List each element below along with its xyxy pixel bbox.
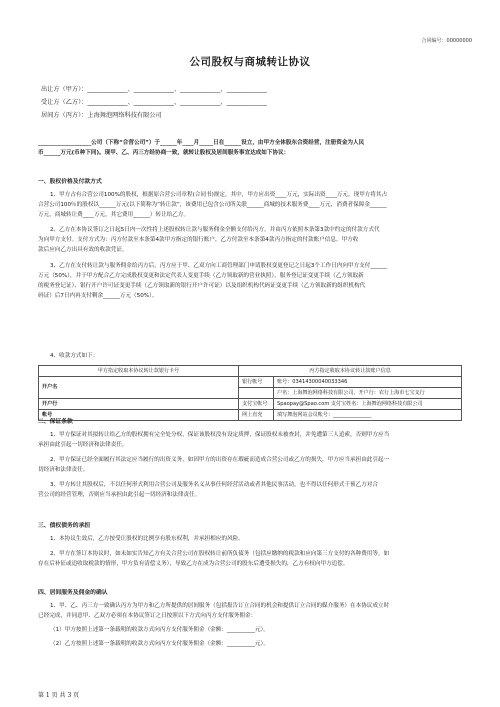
section-4-p2: （1）甲方按照上述第一条载明的收款方式向丙方支付服务佣金（金额：__________元）。 [50,627,269,633]
account-info-table [38,365,462,421]
section-2-heading: 二、保证条款 [38,419,73,425]
table-cell-label: 帐号 [39,410,239,421]
table-cell-label [239,388,274,399]
section-1-p1-line: 合营公司100％的股权以______万元(以下简称为“转让款”，该费用已包含公司所关联______商城的技术服务费____万元，消费者保障金______ [38,202,387,208]
table-header-cell: 甲方指定收取本协议转让款银行卡号 [39,366,239,377]
section-3-p2-line: 2、甲方在签订本协议时，如未如实告知乙方有关合营公司在股权转让前所负债务（包括应缴纳的税款和应向第三方支付的各种费用等。如 [50,551,390,557]
party-transferee: 受让方（乙方）：_____________、_____________、_____________、_____________ [41,99,267,106]
section-1-p2-line: 为向甲方支付。支付方式为：丙方付款至本条第4款甲方指定的银行账户，乙方付款至本条第4款丙方指定的付款账户信息。甲方收 [38,237,359,243]
section-2-p1-line: 1、甲方保证对其拟转让给乙方的股权拥有完全处分权，保证该股权没有设定质押，保证股权未被查封，并免遭第三人追索，否则甲方应当 [50,432,390,438]
contract-number: 合同编号：00000000 [421,38,472,44]
section-1-p1-line: 1、甲方占有合营公司100%的股权，根据原合营公司章程(合同书)规定，其中，甲方应出资____万元，实际出资____万元。现甲方将其占 [50,192,388,198]
table-cell-value: 户名：上海舞泡网络科技有限公司，开户行：农行上海市七宝支行 [274,388,462,399]
table-cell-label: 开户名 [39,377,239,399]
section-3-p1: 1、本协议生效后，乙方按受让股权的比例享有股东权利，并承担相应的风险。 [50,536,244,542]
party-intermediary: 居间方（丙方）：上海舞泡网络科技有限公司 [41,112,162,119]
section-1-p2-line: 2、乙方在本协议签订之日起5日内一次性将上述股权转让款与服务佣金全额支付给丙方，并由丙方依照本条第3款中约定的付款方式代 [50,227,380,233]
page-indicator: 第 1 页 共 3 页 [38,692,80,699]
section-4-p3: （2）乙方按照上述第一条载明的收款方式向丙方支付服务佣金（金额：__________元）。 [50,641,269,647]
preamble-line-1: ___________________公司（下称“合营公司”）于______年____月_____日在______设立，由甲方全体股东合资经营，注册资金为人民 [38,140,365,146]
section-2-p2-line: 2、甲方保证已经全面履行其法定应当履行的出资义务，如因甲方的出资存在瑕疵而造成合营公司或乙方的损失，甲方应当承担由此引起一 [50,457,390,463]
table-cell-label: 银行帐号 [239,377,274,388]
table-cell-label: 支付宝帐号 [239,399,274,410]
section-3-p2-line: 存在后补征或追收取税款的情形，甲方负有清偿义务），导致乙方在成为合营公司的股东后遭受损失的，乙方有权向甲方追偿。 [38,561,349,567]
section-1-p1-line: 万元，商城转让费____万元，其它费用______）转让给乙方。 [38,212,190,218]
table-cell-value: 账号：03414300040033346 [274,377,462,388]
section-1-p3-line: 的税务登记证）、银行开户许可证变更手续（乙方领取新的银行开户许可证）以及组织机构代码证变更手续（乙方领取新的组织机构代 [38,283,366,289]
section-3-heading: 三、债权债务的承担 [38,523,91,529]
section-4-p1-line: 已经完成，并同意甲、乙双方必须在本协议签订之日按照以下方式向丙方支付服务佣金： [38,613,257,619]
section-4-p1-line: 1、甲、乙、丙三方一致确认丙方为甲方和乙方所提供的居间服务（包括报告订立合同的机会和提供订立合同的媒介服务）在本协议成立时 [50,603,390,609]
party-transferor: 出让方（甲方）：_____________、_____________、_____________、_____________ [41,86,267,93]
section-1-p3-line: 3、乙方在支付转让款与服务佣金给丙方后，丙方应于甲、乙双方向工商管理部门申请股权变更登记之日起3个工作日内向甲方支付______ [50,263,388,269]
section-1-p3-line: 万元（50%），并于甲方配合乙方完成股权变更和法定代表人变更手续（乙方领取新的营业执照）、服务登记证变更手续（乙方领取新 [38,273,364,279]
section-1-p4: 4、收款方式如下： [50,353,99,359]
table-row [39,377,462,388]
section-1-p3-line: 码证）后7日内再支付剩余______万元（50%）。 [38,293,158,299]
section-2-p1-line: 承担由此引起一切经济和法律责任。 [38,442,128,448]
section-2-p3-line: 营公司的经营管理，否则应当承担由此引起一切经济和法律责任。 [38,492,201,498]
section-1-heading: 一、股权价格及付款方式 [38,179,102,185]
table-row [39,366,462,377]
table-cell-value: 填写舞泡网站会员帐号：_______________ [274,410,462,421]
table-cell-value: Spaopay@Spao.com 支付宝姓名：上海舞泡网络科技有限公司 [274,399,462,410]
section-2-p3-line: 3、甲方转让其股权后，不以任何形式利用合营公司及服务名义从事任何经营活动或者其他民事活动，也不得以任何形式干预乙方对合 [50,482,378,488]
table-cell-label: 网上直充 [239,410,274,421]
page-title: 公司股权与商城转让协议 [189,56,311,68]
table-row [39,399,462,410]
preamble-line-2: 币______万元(币种下同)。现甲、乙、丙三方经协商一致，就转让股权及居间服务事宜达成如下协议： [38,150,290,156]
section-4-heading: 四、居间服务及佣金的确认 [38,590,108,596]
section-2-p2-line: 切经济和法律责任。 [38,467,89,473]
table-cell-label: 开户行 [39,399,239,410]
section-1-p2-line: 款后应向乙方出具有效的收款凭证。 [38,247,128,253]
table-header-cell: 丙方指定收取本协议转让款账户信息 [239,366,462,377]
